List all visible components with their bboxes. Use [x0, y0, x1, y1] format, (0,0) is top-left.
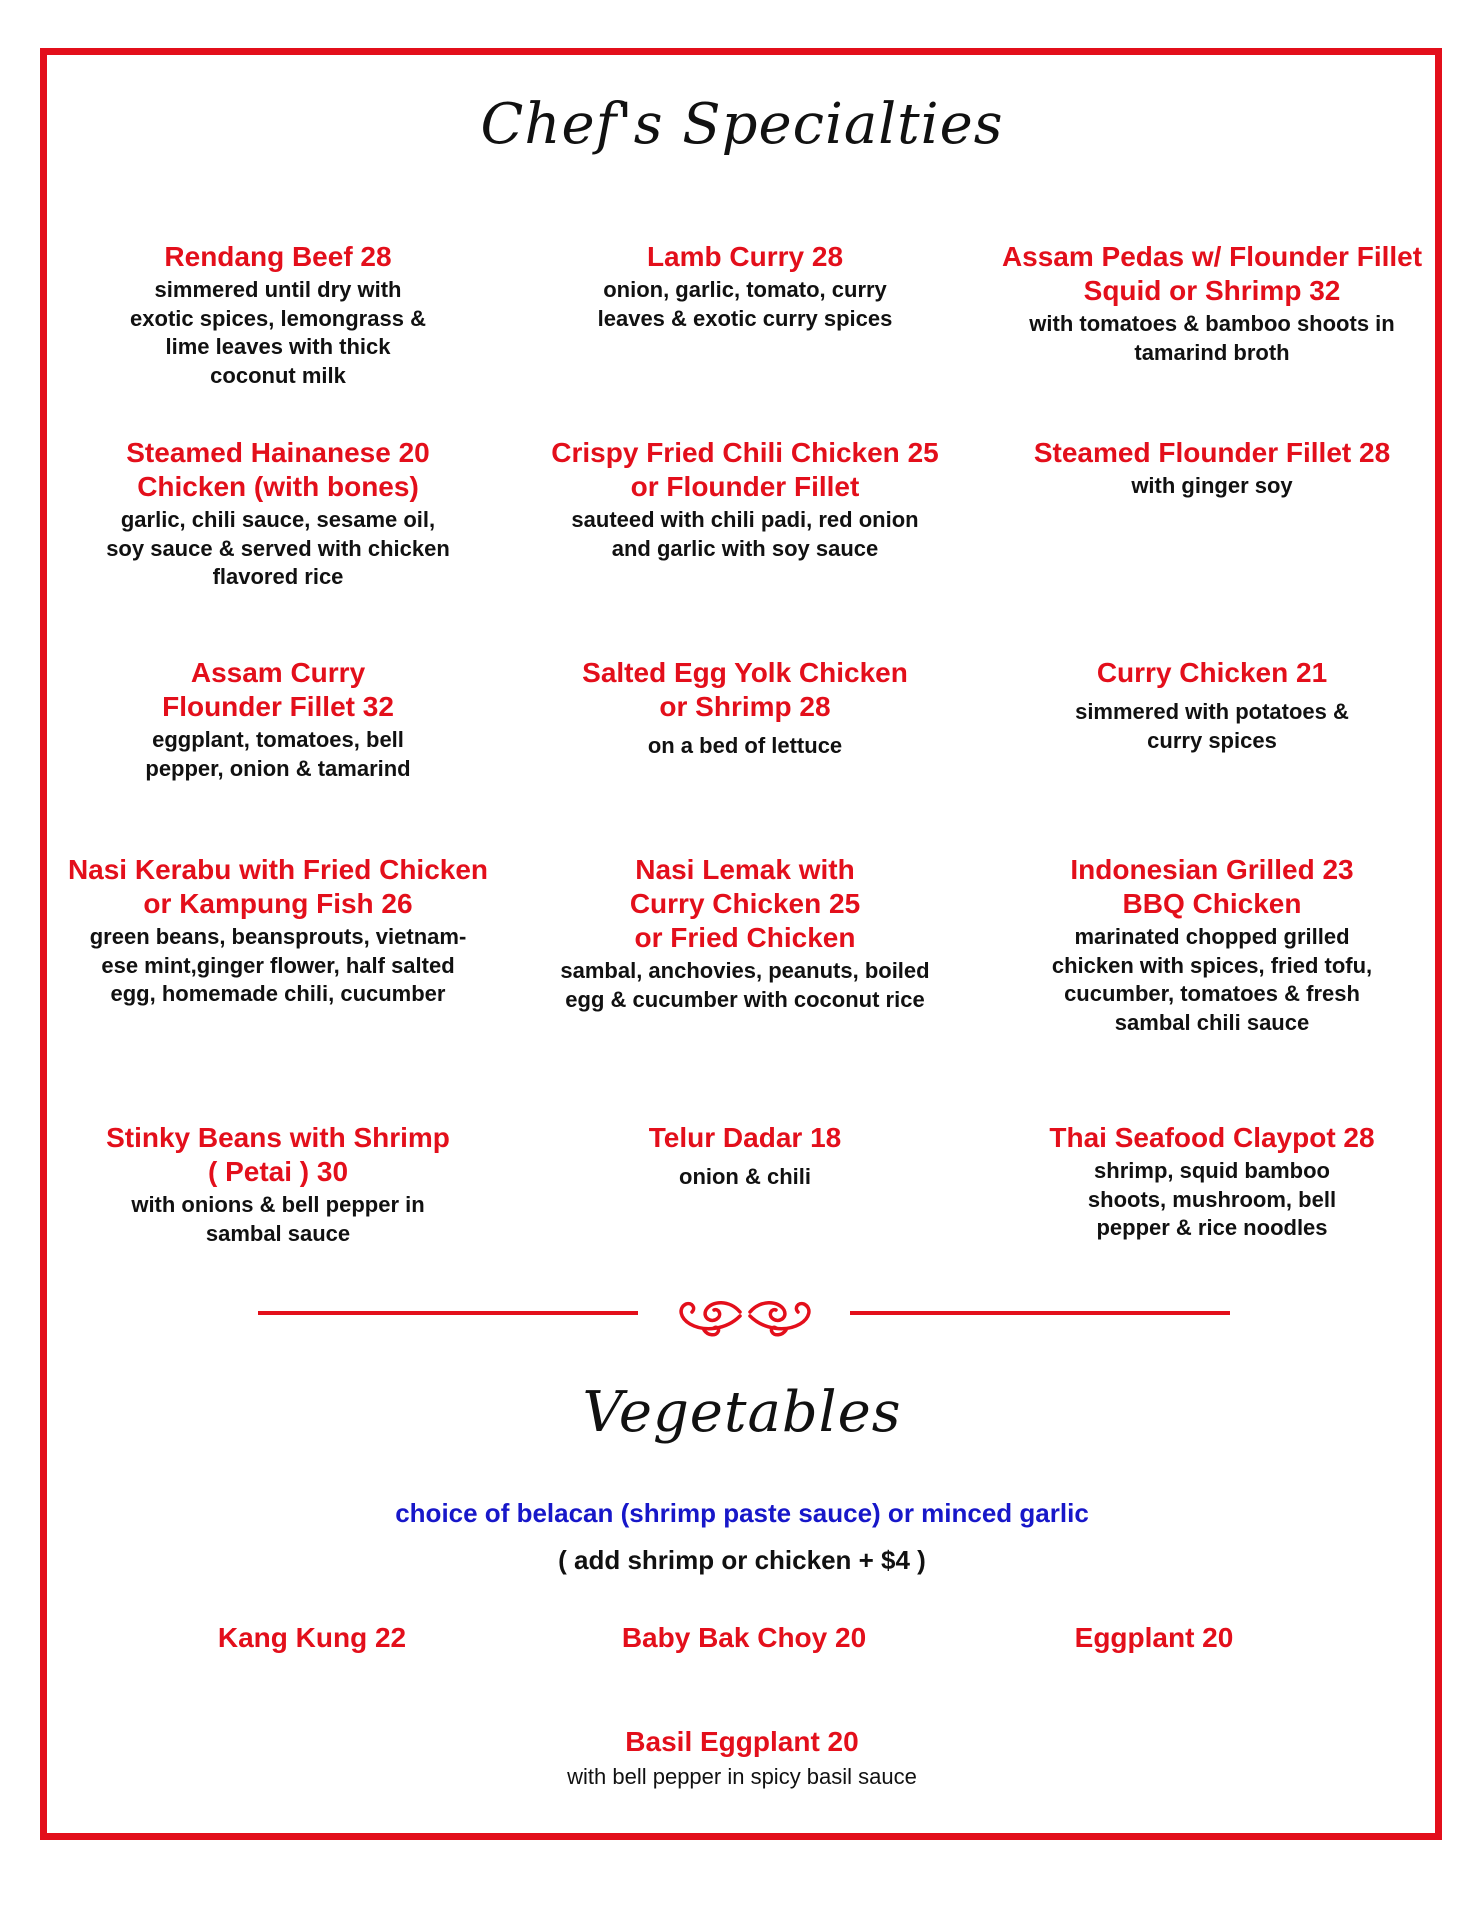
item-description: with onions & bell pepper in sambal sauce	[131, 1192, 425, 1246]
item-description: eggplant, tomatoes, bell pepper, onion & tamarind	[145, 727, 411, 781]
menu-item-thai-seafood-claypot	[982, 1121, 1442, 1243]
menu-item-indonesian-grilled-bbq-chicken	[982, 853, 1442, 1037]
divider-line-right	[850, 1311, 1230, 1315]
item-name: Salted Egg Yolk Chicken or Shrimp 28	[582, 657, 908, 722]
item-description: with tomatoes & bamboo shoots in tamarind broth	[1029, 311, 1395, 365]
item-description: simmered with potatoes & curry spices	[1075, 699, 1349, 753]
item-description: sauteed with chili padi, red onion and garlic with soy sauce	[571, 507, 919, 561]
item-description: garlic, chili sauce, sesame oil, soy sauce & served with chicken flavored rice	[106, 507, 450, 589]
item-name: Stinky Beans with Shrimp ( Petai ) 30	[106, 1122, 450, 1187]
item-name: Assam Pedas w/ Flounder Fillet Squid or Shrimp 32	[1001, 241, 1423, 306]
chefs-specialties-title: Chef's Specialties	[480, 92, 1004, 157]
menu-item-telur-dadar	[515, 1121, 975, 1192]
item-description: on a bed of lettuce	[647, 733, 843, 758]
item-name: Assam Curry Flounder Fillet 32	[162, 657, 394, 722]
item-name: Lamb Curry 28	[646, 241, 844, 272]
item-description: onion & chili	[679, 1164, 811, 1189]
item-description: onion, garlic, tomato, curry leaves & exotic curry spices	[597, 277, 893, 331]
divider-line-left	[258, 1311, 638, 1315]
item-name: Nasi Kerabu with Fried Chicken or Kampung Fish 26	[67, 854, 489, 919]
item-description: shrimp, squid bamboo shoots, mushroom, bell pepper & rice noodles	[1087, 1158, 1337, 1240]
vegetable-item-basil-eggplant	[0, 1726, 1484, 1790]
menu-item-steamed-hainanese-chicken	[48, 436, 508, 592]
item-name: Rendang Beef 28	[164, 241, 392, 272]
item-description: with bell pepper in spicy basil sauce	[567, 1764, 917, 1789]
menu-item-assam-pedas	[982, 240, 1442, 367]
item-name: Indonesian Grilled 23 BBQ Chicken	[1070, 854, 1354, 919]
item-name: Steamed Hainanese 20 Chicken (with bones)	[126, 437, 430, 502]
item-name: Curry Chicken 21	[1096, 657, 1328, 688]
item-description: with ginger soy	[1131, 473, 1293, 498]
item-name: Steamed Flounder Fillet 28	[1033, 437, 1391, 468]
menu-item-rendang-beef	[48, 240, 508, 390]
item-description: marinated chopped grilled chicken with spices, fried tofu, cucumber, tomatoes & fresh sambal chili sauce	[1051, 924, 1373, 1035]
item-name: Crispy Fried Chili Chicken 25 or Flounder Fillet	[551, 437, 939, 502]
menu-item-assam-curry	[48, 656, 508, 783]
vegetables-title: Vegetables	[582, 1380, 902, 1445]
menu-item-steamed-flounder-fillet	[982, 436, 1442, 501]
item-description: simmered until dry with exotic spices, lemongrass & lime leaves with thick coconut milk	[130, 277, 426, 388]
vegetable-item-baby-bak-choy: Baby Bak Choy 20	[621, 1622, 867, 1653]
vegetable-item-kang-kung: Kang Kung 22	[217, 1622, 407, 1653]
item-name: Thai Seafood Claypot 28	[1049, 1122, 1375, 1153]
item-name: Nasi Lemak with Curry Chicken 25 or Fried Chicken	[629, 854, 861, 953]
item-name: Basil Eggplant 20	[625, 1726, 859, 1757]
flourish-ornament-icon	[660, 1290, 830, 1340]
item-name: Telur Dadar 18	[648, 1122, 842, 1153]
menu-item-stinky-beans-with-shrimp	[48, 1121, 508, 1248]
menu-item-crispy-fried-chili-chicken	[515, 436, 975, 563]
item-description: green beans, beansprouts, vietnam- ese mint,ginger flower, half salted egg, homemade chili, cucumber	[89, 924, 467, 1006]
sauce-choice-note: choice of belacan (shrimp paste sauce) or minced garlic	[395, 1498, 1089, 1528]
vegetable-item-eggplant: Eggplant 20	[1074, 1622, 1234, 1653]
menu-item-curry-chicken	[982, 656, 1442, 755]
menu-item-salted-egg-yolk-chicken	[515, 656, 975, 761]
add-protein-note: ( add shrimp or chicken + $4 )	[558, 1545, 926, 1575]
item-description: sambal, anchovies, peanuts, boiled egg & cucumber with coconut rice	[560, 958, 930, 1012]
menu-item-nasi-lemak	[515, 853, 975, 1014]
menu-item-nasi-kerabu	[40, 853, 516, 1009]
menu-item-lamb-curry	[515, 240, 975, 333]
